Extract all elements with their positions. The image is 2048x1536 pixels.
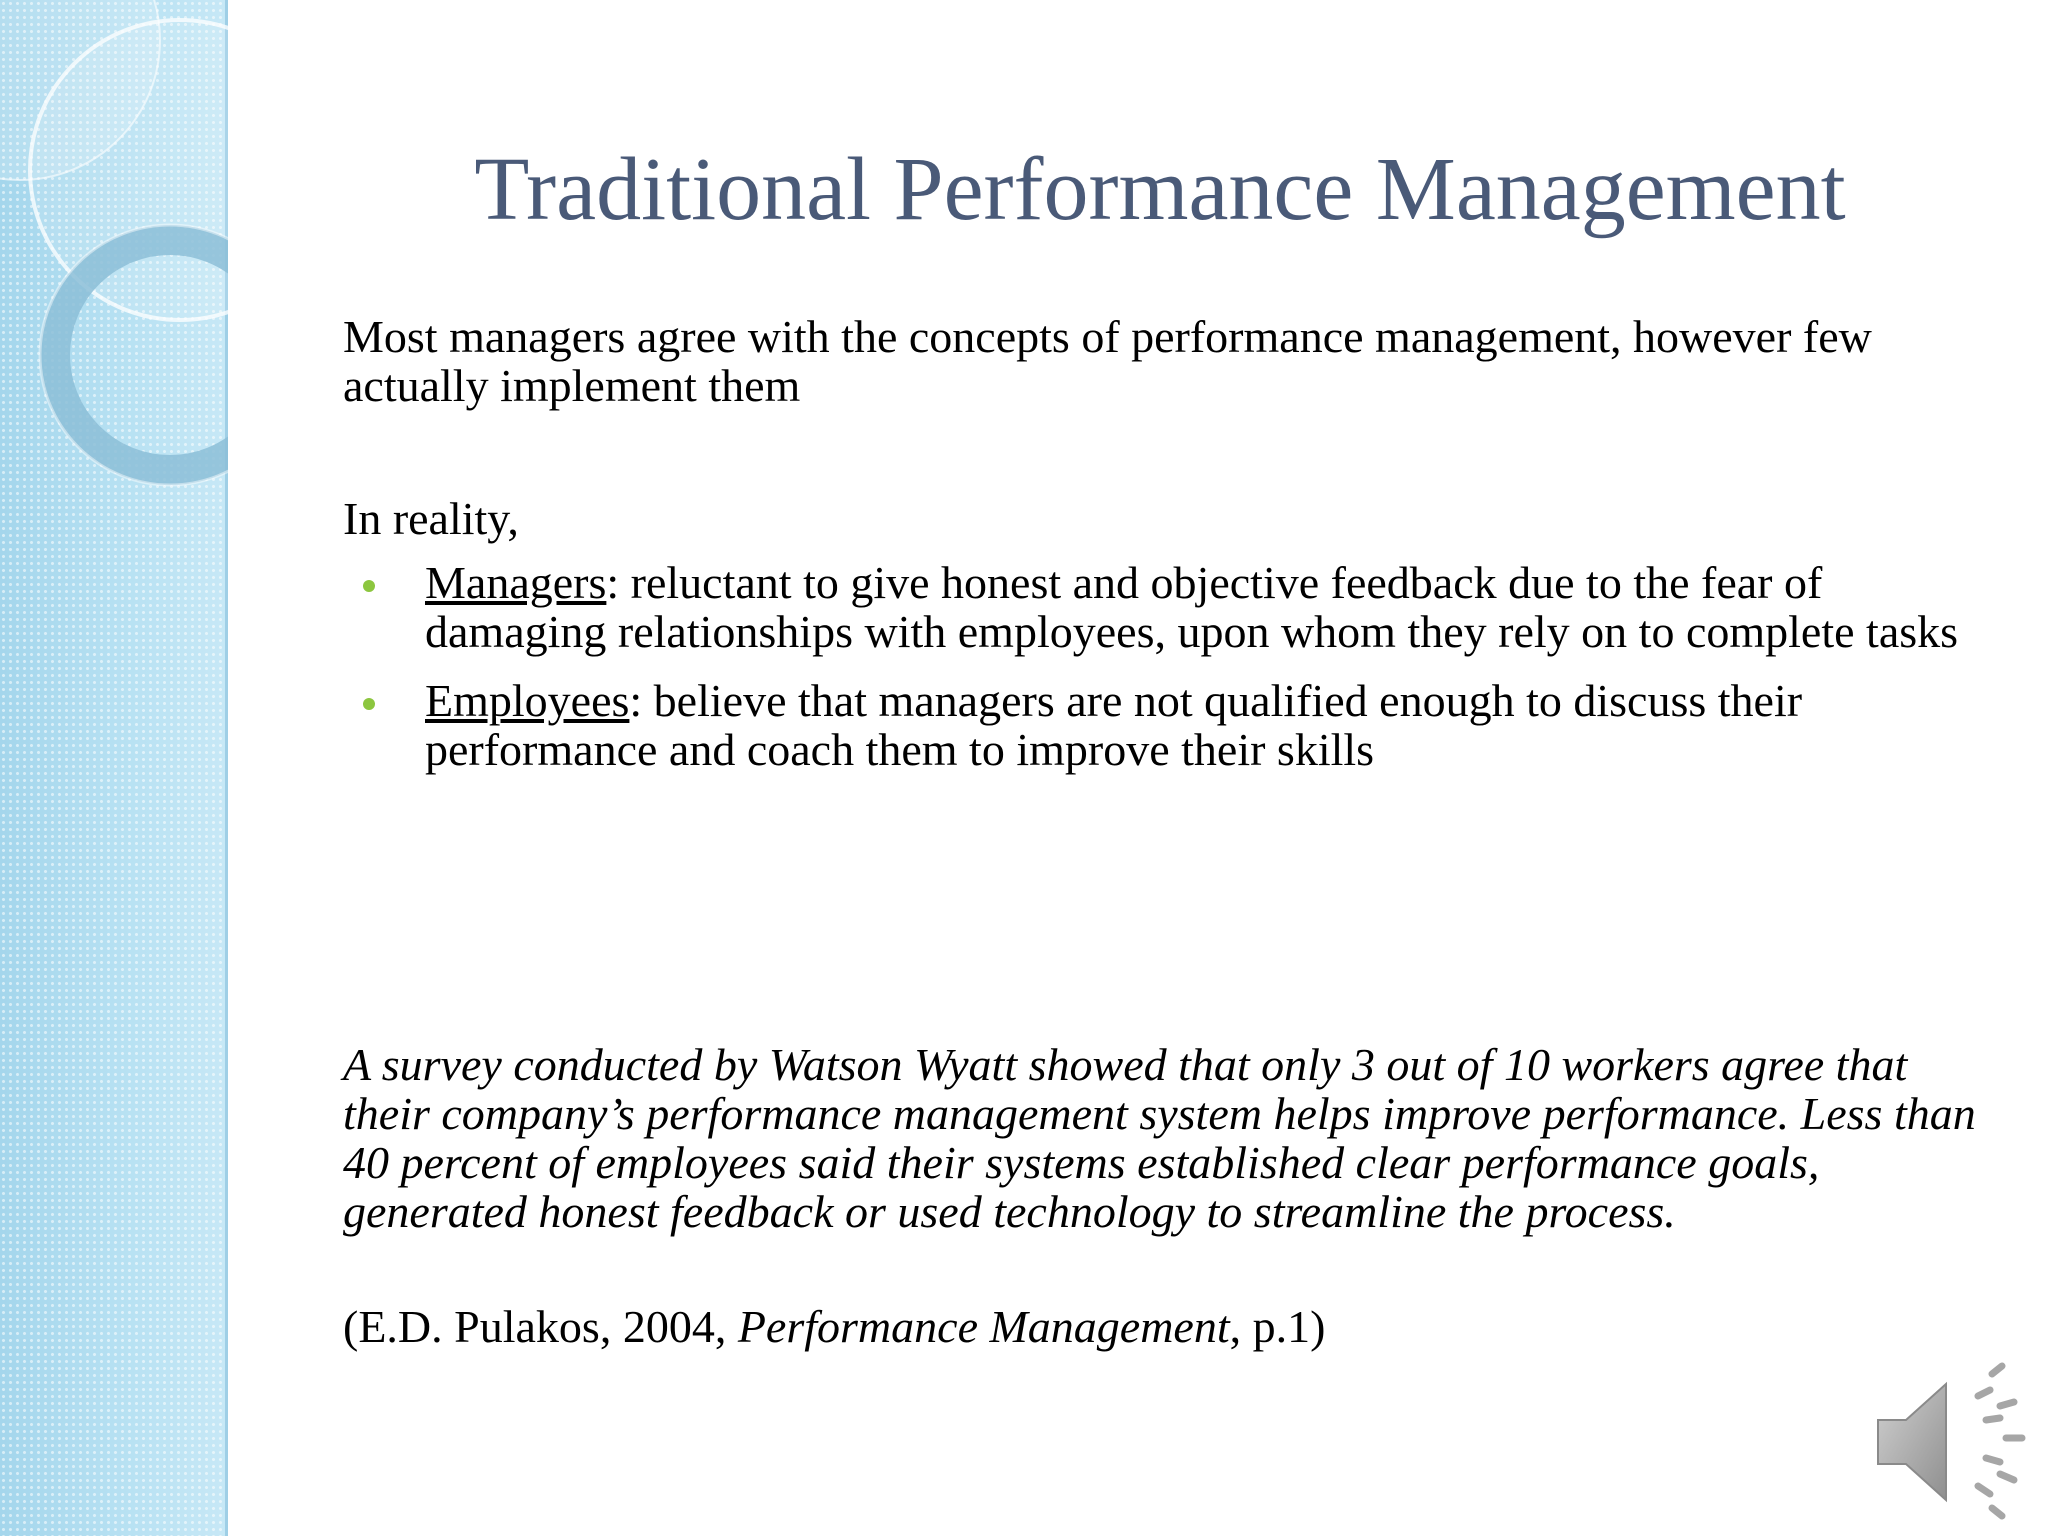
- bullet-item-employees: [343, 676, 2003, 774]
- intro-paragraph: Most managers agree with the concepts of performance management, however few actually implement them: [343, 311, 1872, 411]
- survey-quote: A survey conducted by Watson Wyatt showed that only 3 out of 10 workers agree that their company’s performance management system helps improve performance. Less than 40 percent of employees said their systems established clear performance goals, generated honest feedback or used technology to streamline the process.: [343, 1039, 1976, 1237]
- citation: [343, 1302, 1993, 1351]
- citation-work-title: Performance Management: [737, 1301, 1230, 1352]
- bullet-term: Employees: [425, 675, 630, 726]
- bullet-term: Managers: [425, 557, 607, 608]
- bullet-list: [343, 558, 2003, 794]
- speaker-icon[interactable]: [1870, 1362, 2030, 1522]
- bullet-item-managers: [343, 558, 2003, 656]
- bullet-text: : reluctant to give honest and objective feedback due to the fear of damaging relationships with employees, upon whom they rely on to complete tasks: [425, 557, 1959, 657]
- slide-title: Traditional Performance Management: [474, 140, 1846, 239]
- bullet-text: : believe that managers are not qualified enough to discuss their performance and coach them to improve their skills: [425, 675, 1803, 775]
- citation-suffix: , p.1): [1229, 1301, 1326, 1352]
- decorative-circles: [0, 0, 228, 520]
- citation-prefix: (E.D. Pulakos, 2004,: [343, 1301, 738, 1352]
- bullet-dot-icon: [363, 580, 375, 592]
- reality-heading: In reality,: [343, 493, 519, 544]
- bullet-dot-icon: [363, 698, 375, 710]
